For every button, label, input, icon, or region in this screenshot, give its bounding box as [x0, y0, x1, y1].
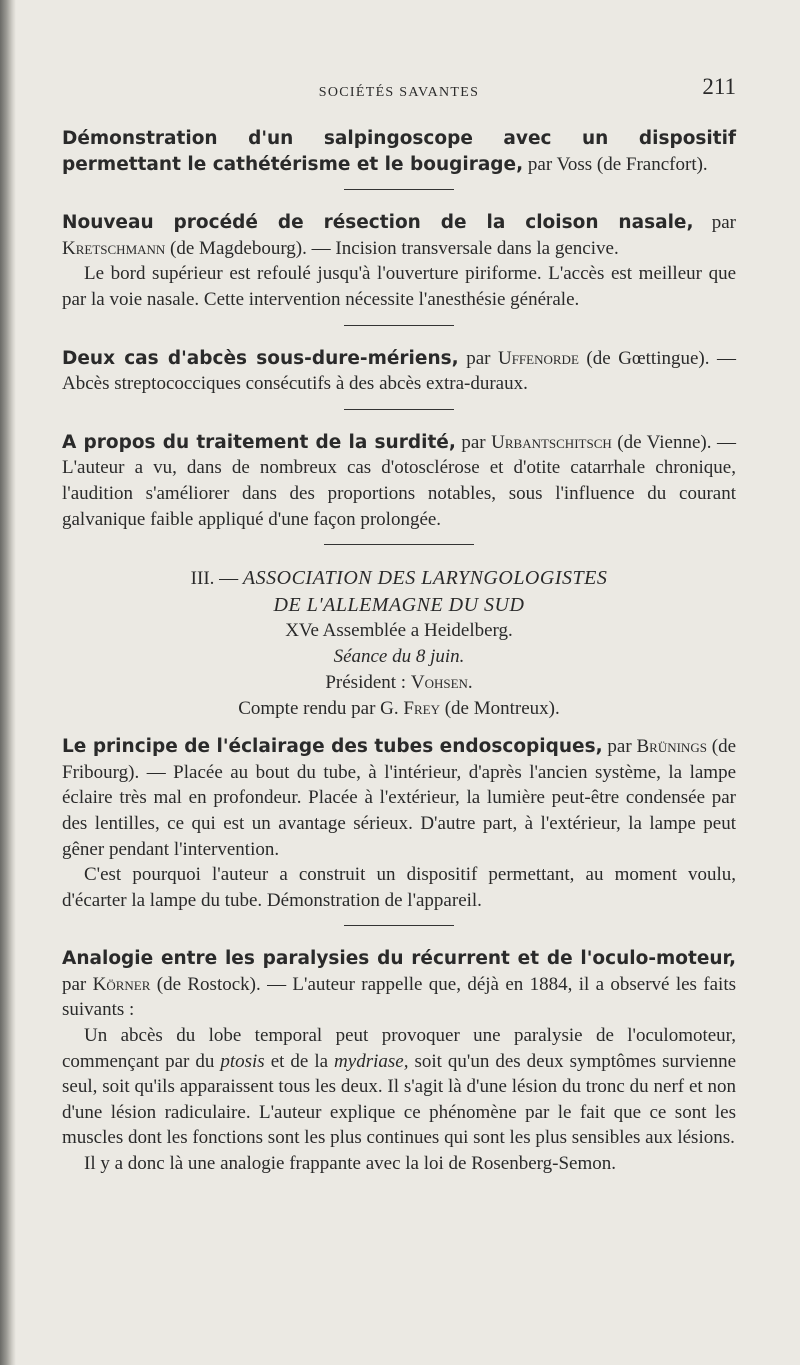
president-label: Président :	[325, 672, 407, 694]
article-body-paragraph: Il y a donc là une analogie frappante avec la loi de Rosenberg-Semon.	[84, 1153, 616, 1175]
author-pre: par	[711, 212, 737, 234]
separator-rule	[344, 409, 454, 410]
separator-rule	[344, 189, 454, 190]
author-pre: par	[466, 347, 491, 369]
section-assembly: XVe Assemblée a Heidelberg.	[285, 620, 513, 642]
author-post: (de Francfort).	[596, 153, 708, 175]
article-heading: Démonstration d'un salpingoscope avec un dispositif permettant le cathétérisme et le bougirage,	[62, 128, 736, 175]
article-paragraph	[62, 210, 736, 261]
text-run: soit qu'un des deux symptômes survienne seul, soit qu'ils apparaissent tous les deux. Il s'agit là d'une lésion du tronc du nerf et non d'une lésion radiculaire. L'auteur explique ce phénomène par le fait que ce sont les muscles dont les fonctions sont les plus continues qui sont les plus sensibles aux lésions.	[62, 1050, 737, 1149]
author-post: (de Vienne). — L'auteur a vu, dans de nombreux cas d'otosclérose et d'otite catarrhale chronique, l'audition s'améliorer dans des proportions notables, sous l'influence du courant galvanique faible appliqué d'une façon prolongée.	[62, 431, 736, 530]
article-body-paragraph: C'est pourquoi l'auteur a construit un dispositif permettant, au moment voulu, d'écarter la lampe du tube. Démonstration de l'appareil.	[62, 864, 736, 911]
article-eclairage	[62, 734, 736, 913]
author-name: Voss	[556, 153, 593, 175]
author-pre: par	[62, 973, 87, 995]
compte-rendu-name: Frey	[403, 698, 440, 720]
section-title-line1	[62, 565, 736, 592]
article-body-paragraph	[62, 1023, 736, 1151]
article-paralysies	[62, 946, 736, 1176]
author-name: Urbantschitsch	[491, 431, 612, 453]
section-title-line2: DE L'ALLEMAGNE DU SUD	[273, 594, 525, 617]
article-heading: A propos du traitement de la surdité,	[62, 431, 456, 453]
president-name: Vohsen.	[410, 672, 473, 694]
article-paragraph	[62, 346, 736, 397]
article-surdite	[62, 430, 736, 532]
page-content	[62, 70, 736, 1177]
article-paragraph	[62, 126, 736, 177]
section-header	[62, 565, 736, 722]
author-name: Kretschmann	[62, 237, 166, 259]
article-heading: Analogie entre les paralysies du récurrent et de l'oculo-moteur,	[62, 948, 736, 970]
section-compte-rendu	[62, 696, 736, 722]
article-cloison-nasale	[62, 210, 736, 312]
section-number: III. —	[190, 568, 239, 590]
page-number: 211	[702, 74, 736, 99]
author-post: (de Magdebourg). — Incision transversale dans la gencive.	[170, 237, 619, 259]
author-post: (de Gœttingue). — Abcès streptococciques consécutifs à des abcès extra-duraux.	[62, 347, 737, 395]
article-salpingoscope	[62, 126, 736, 177]
book-spine-shadow	[0, 0, 16, 1365]
article-heading: Le principe de l'éclairage des tubes endoscopiques,	[62, 736, 603, 758]
separator-rule	[344, 925, 454, 926]
article-heading: Deux cas d'abcès sous-dure-mériens,	[62, 347, 459, 369]
author-pre: par	[527, 153, 553, 175]
separator-rule	[324, 544, 474, 545]
section-seance: Séance du 8 juin.	[333, 646, 465, 668]
compte-rendu-post: (de Montreux).	[444, 698, 560, 720]
article-paragraph	[62, 734, 736, 862]
text-run: Un abcès du lobe temporal peut provoquer une paralysie de l'oculomoteur, commençant par du	[62, 1025, 736, 1072]
section-president	[62, 670, 736, 696]
italic-term: ptosis	[220, 1050, 265, 1072]
running-head-title: SOCIÉTÉS SAVANTES	[318, 85, 480, 100]
author-pre: par	[461, 431, 486, 453]
author-name: Uffenorde	[497, 347, 579, 369]
compte-rendu-pre: Compte rendu par G.	[238, 698, 399, 720]
article-body-paragraph: Le bord supérieur est refoulé jusqu'à l'ouverture piriforme. L'accès est meilleur que par la voie nasale. Cette intervention nécessite l'anesthésie générale.	[62, 263, 736, 310]
article-abces	[62, 346, 736, 397]
separator-rule	[344, 325, 454, 326]
text-run: et de la	[270, 1050, 329, 1072]
author-name: Brünings	[636, 736, 707, 758]
section-title: ASSOCIATION DES LARYNGOLOGISTES	[242, 567, 608, 590]
article-paragraph	[62, 430, 736, 532]
running-head	[62, 70, 736, 106]
author-pre: par	[607, 736, 632, 758]
author-name: Körner	[92, 973, 151, 995]
italic-term: mydriase,	[334, 1050, 409, 1072]
article-paragraph	[62, 946, 736, 1023]
author-post: (de Rostock). — L'auteur rappelle que, déjà en 1884, il a observé les faits suivants :	[62, 973, 737, 1021]
article-heading: Nouveau procédé de résection de la cloison nasale,	[62, 212, 694, 234]
author-post: (de Fribourg). — Placée au bout du tube, à l'intérieur, d'après l'ancien système, la lampe éclaire très mal en profondeur. Placée à l'extérieur, la lumière peut-être condensée par des lentilles, ce qui est un avantage sérieux. D'autre part, à l'extérieur, la lampe peut gêner pendant l'intervention.	[62, 736, 737, 860]
